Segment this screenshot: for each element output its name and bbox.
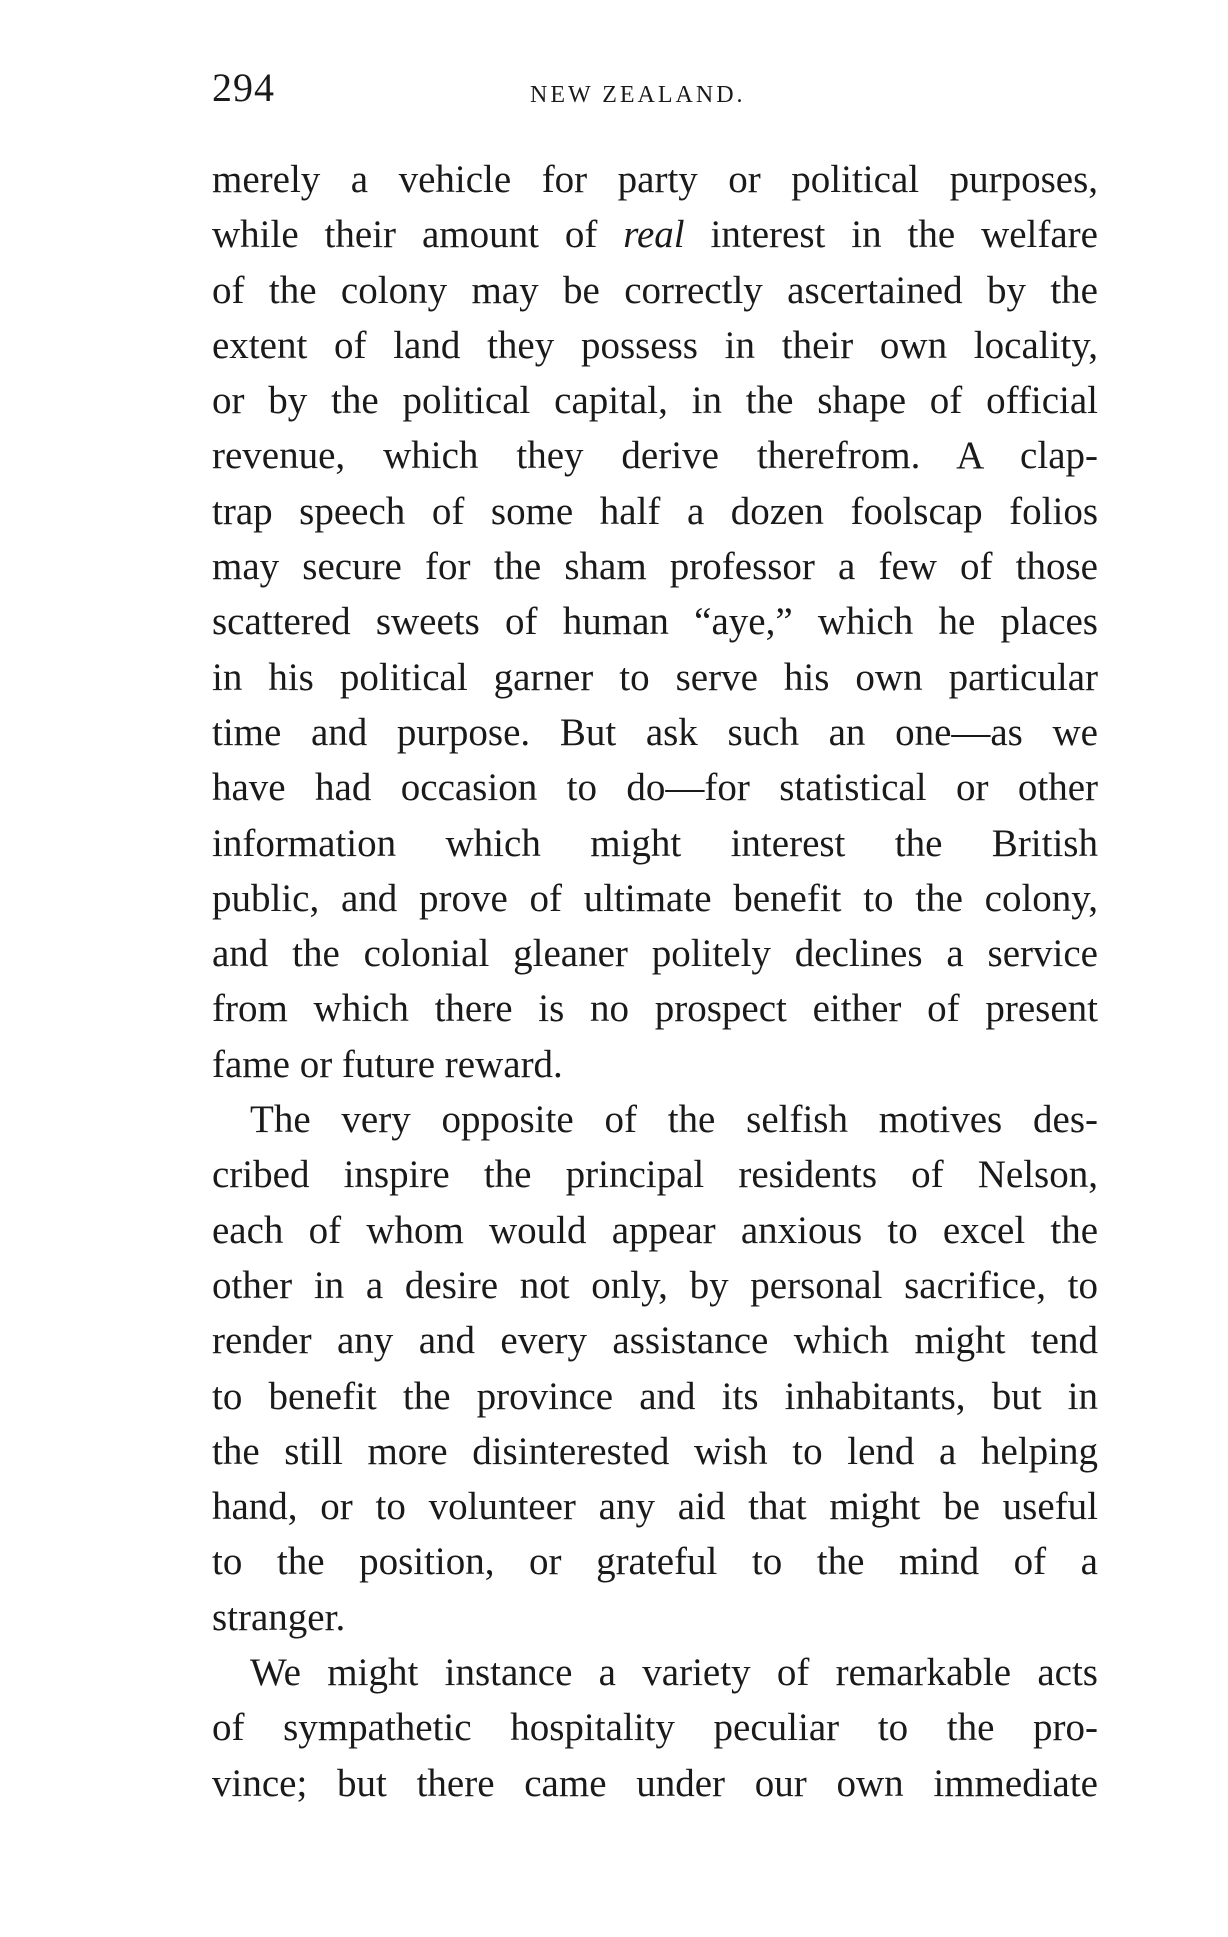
text-line: may secure for the sham professor a few of those — [212, 545, 1098, 589]
text-line: time and purpose. But ask such an one—as we — [212, 710, 1098, 754]
text-line: fame or future reward. — [212, 1042, 563, 1086]
running-head: NEW ZEALAND. — [530, 82, 746, 108]
page-header — [212, 64, 1098, 124]
text-line: render any and every assistance which might tend — [212, 1319, 1098, 1363]
text-line: vince; but there came under our own immediate — [212, 1761, 1098, 1805]
text-line: of sympathetic hospitality peculiar to the pro- — [212, 1706, 1098, 1750]
text-line: merely a vehicle for party or political purposes, — [212, 158, 1098, 201]
text-line: the still more disinterested wish to lend a helping — [212, 1429, 1098, 1473]
text-line: of the colony may be correctly ascertained by the — [212, 268, 1098, 312]
text-line: other in a desire not only, by personal sacrifice, to — [212, 1263, 1098, 1307]
text-line: revenue, which they derive therefrom. A clap- — [212, 434, 1098, 478]
text-segment: while their amount of — [212, 213, 624, 257]
text-line — [212, 207, 1098, 262]
text-line: have had occasion to do—for statistical or other — [212, 766, 1098, 810]
text-line: extent of land they possess in their own locality, — [212, 323, 1098, 367]
text-line: to the position, or grateful to the mind of a — [212, 1540, 1098, 1584]
body-text — [212, 152, 1098, 1811]
text-line: in his political garner to serve his own particular — [212, 655, 1098, 699]
text-line: each of whom would appear anxious to excel the — [212, 1208, 1098, 1252]
text-segment: interest in the welfare — [684, 213, 1098, 257]
text-line: to benefit the province and its inhabitants, but in — [212, 1374, 1098, 1418]
text-line: trap speech of some half a dozen foolscap folios — [212, 489, 1098, 533]
emphasis-word: real — [623, 213, 685, 257]
text-line: and the colonial gleaner politely declines a service — [212, 932, 1098, 976]
text-line: stranger. — [212, 1595, 346, 1639]
text-line: cribed inspire the principal residents of Nelson, — [212, 1153, 1098, 1197]
text-line: The very opposite of the selfish motives des- — [250, 1098, 1098, 1142]
text-line: information which might interest the British — [212, 821, 1098, 865]
text-line: or by the political capital, in the shape of official — [212, 379, 1098, 423]
page-number: 294 — [212, 65, 275, 110]
text-line: scattered sweets of human “aye,” which he places — [212, 600, 1098, 644]
text-line: from which there is no prospect either of present — [212, 987, 1098, 1031]
text-line: hand, or to volunteer any aid that might be useful — [212, 1485, 1098, 1529]
text-line: public, and prove of ultimate benefit to the colony, — [212, 876, 1098, 920]
text-line: We might instance a variety of remarkable acts — [250, 1651, 1098, 1695]
